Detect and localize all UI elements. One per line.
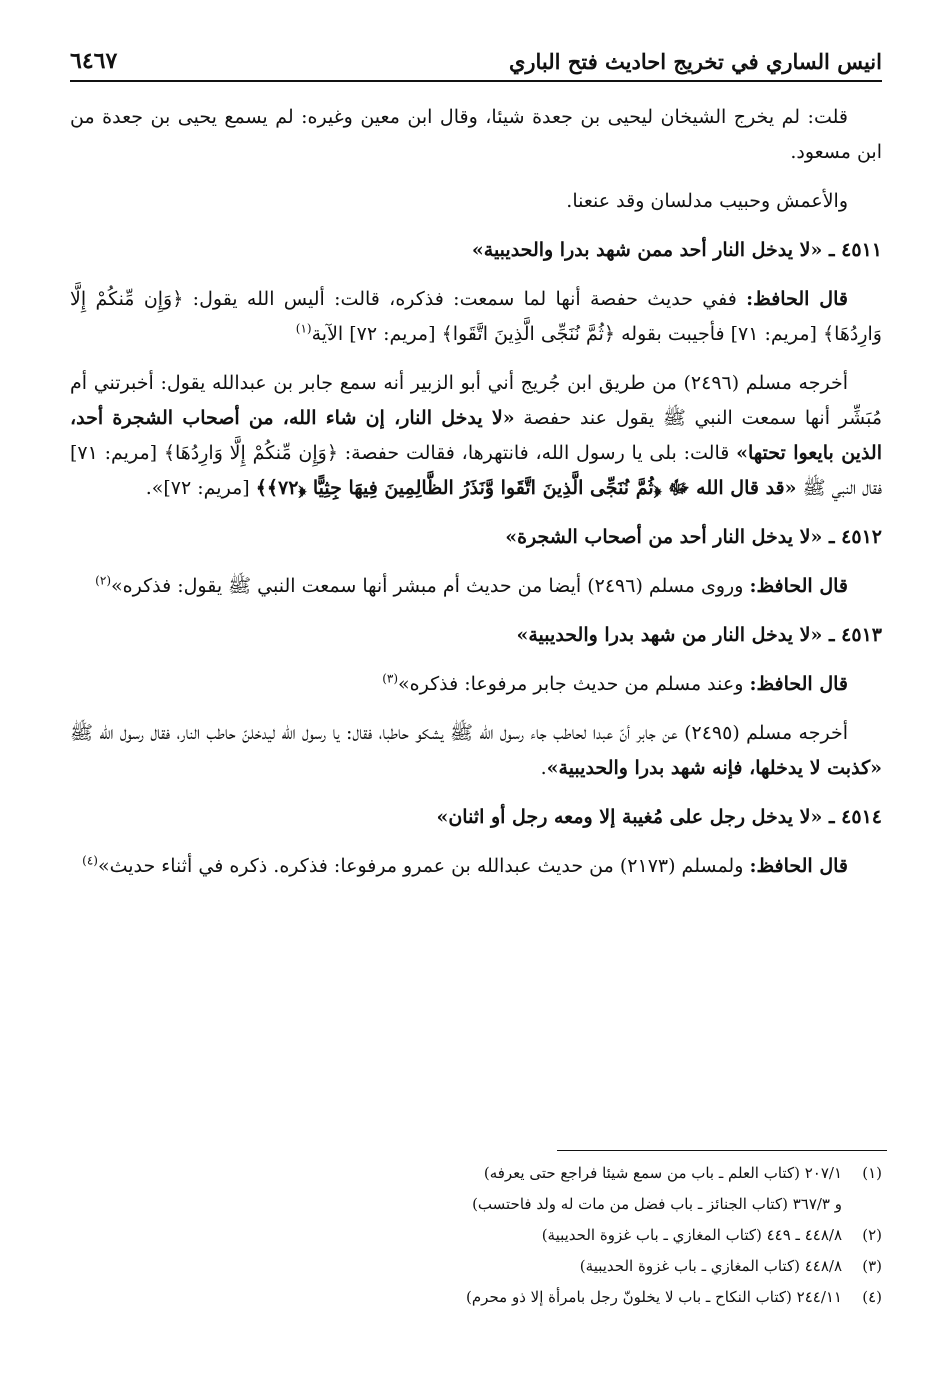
paragraph-6	[70, 667, 882, 702]
footnote-number: (١)	[862, 1164, 882, 1182]
footnote-text: ٢٤٤/١١ (كتاب النكاح ـ باب لا يخلونّ رجل بامرأة إلا ذو محرم)	[466, 1288, 842, 1306]
hadith-title: ـ «لا يدخل النار أحد من أصحاب الشجرة»	[505, 526, 835, 548]
footnote-ref: (٤)	[82, 853, 98, 868]
footnote-2	[70, 1220, 882, 1251]
hadith-heading-4512	[70, 520, 882, 555]
hafiz-label: قال الحافظ:	[749, 855, 848, 877]
paragraph-3	[70, 282, 882, 352]
hafiz-label: قال الحافظ:	[746, 288, 848, 310]
hadith-quote: «قد قال الله ﷻ ﴿ثُمَّ نُنَجِّى الَّذِينَ اتَّقَوا وَّنَذَرُ الظَّالِمِينَ فِيهَا جِثِيًّا ﴿٧٢﴾﴾	[255, 477, 797, 499]
hadith-number: ٤٥١٤	[841, 806, 882, 828]
footnote-text: ٤٤٨/٨ (كتاب المغازي ـ باب غزوة الحديبية)	[579, 1257, 842, 1275]
paragraph-8	[70, 849, 882, 884]
paragraph-text: .	[540, 757, 547, 779]
footnote-ref: (١)	[295, 321, 312, 336]
footnote-text: ٤٤٨/٨ ـ ٤٤٩ (كتاب المغازي ـ باب غزوة الحديبية)	[541, 1226, 842, 1244]
paragraph-text: قالت: بلى يا رسول الله، فانتهرها، فقالت حفصة: ﴿وَإِن مِّنكُمْ إِلَّا وَارِدُهَا﴾ [مريم: ٧١] فقال النبي ﷺ	[70, 442, 882, 499]
footnote-ref: (٣)	[382, 671, 399, 686]
page-number: ٦٤٦٧	[70, 48, 118, 74]
page-header	[70, 42, 882, 82]
hafiz-label: قال الحافظ:	[749, 575, 848, 597]
footnote-number: (٢)	[862, 1226, 882, 1244]
hadith-number: ٤٥١١	[841, 239, 882, 261]
hadith-heading-4513	[70, 618, 882, 653]
hadith-quote: «لا يدخل النار، إن شاء الله، من أصحاب الشجرة أحد، الذين بايعوا تحتها»	[70, 407, 882, 464]
paragraph-5	[70, 569, 882, 604]
hadith-number: ٤٥١٣	[841, 624, 882, 646]
paragraph-2: والأعمش وحبيب مدلسان وقد عنعنا.	[566, 190, 848, 212]
hadith-number: ٤٥١٢	[841, 526, 882, 548]
paragraph-text: ففي حديث حفصة أنها لما سمعت: فذكره، قالت: أليس الله يقول: ﴿وَإِن مِّنكُمْ إِلَّا وَارِدُهَا﴾ [مريم: ٧١] فأجيبت بقوله ﴿ثُمَّ نُنَجِّى الَّذِينَ اتَّقَوا﴾ [مريم: ٧٢] الآية	[70, 288, 882, 345]
paragraph-text: أخرجه مسلم (٢٤٩٥) عن جابر أنّ عبدا لحاطب جاء رسول الله ﷺ يشكو حاطبا، فقال: يا رسول الله ليدخلنّ حاطب النار، فقال رسول الله ﷺ	[70, 722, 848, 744]
paragraph-text: أخرجه مسلم (٢٤٩٦) من طريق ابن جُريج أني أبو الزبير أنه سمع جابر بن عبدالله يقول: أخبرتني أم مُبَشِّر أنها سمعت النبي ﷺ يقول عند حفصة	[70, 372, 882, 429]
hafiz-label: قال الحافظ:	[749, 673, 848, 695]
hadith-title: ـ «لا يدخل النار أحد ممن شهد بدرا والحديبية»	[471, 239, 835, 261]
paragraph-text: [مريم: ٧٢]».	[145, 477, 256, 499]
footnote-text: و ٣٦٧/٣ (كتاب الجنائز ـ باب فضل من مات له ولد فاحتسب)	[472, 1195, 842, 1213]
footnote-4	[70, 1282, 882, 1313]
paragraph-7	[70, 716, 882, 786]
paragraph-1: قلت: لم يخرج الشيخان ليحيى بن جعدة شيئا، وقال ابن معين وغيره: لم يسمع يحيى بن جعدة من ابن مسعود.	[70, 106, 882, 163]
hadith-heading-4514	[70, 800, 882, 835]
footnote-1-continued	[70, 1189, 882, 1220]
footnote-3	[70, 1251, 882, 1282]
running-head: انيس الساري في تخريج احاديث فتح الباري	[508, 48, 882, 74]
paragraph-text: وعند مسلم من حديث جابر مرفوعا: فذكره»	[398, 673, 744, 695]
paragraph-text: ولمسلم (٢١٧٣) من حديث عبدالله بن عمرو مرفوعا: فذكره. ذكره في أثناء حديث»	[97, 855, 744, 877]
paragraph-text: وروى مسلم (٢٤٩٦) أيضا من حديث أم مبشر أنها سمعت النبي ﷺ يقول: فذكره»	[111, 575, 744, 597]
hadith-quote: «كذبت لا يدخلها، فإنه شهد بدرا والحديبية»	[546, 757, 882, 779]
footnote-1	[70, 1158, 882, 1189]
hadith-title: ـ «لا يدخل رجل على مُغيبة إلا ومعه رجل أو اثنان»	[436, 806, 835, 828]
footnote-separator	[557, 1150, 887, 1151]
footnote-number: (٣)	[862, 1257, 882, 1275]
paragraph-4	[70, 366, 882, 506]
footnote-ref: (٢)	[95, 573, 111, 588]
footnotes	[70, 1158, 882, 1313]
footnote-text: ٢٠٧/١ (كتاب العلم ـ باب من سمع شيئا فراجع حتى يعرفه)	[483, 1164, 842, 1182]
footnote-number: (٤)	[862, 1288, 882, 1306]
page-body	[70, 100, 882, 898]
hadith-heading-4511	[70, 233, 882, 268]
hadith-title: ـ «لا يدخل النار من شهد بدرا والحديبية»	[516, 624, 835, 646]
